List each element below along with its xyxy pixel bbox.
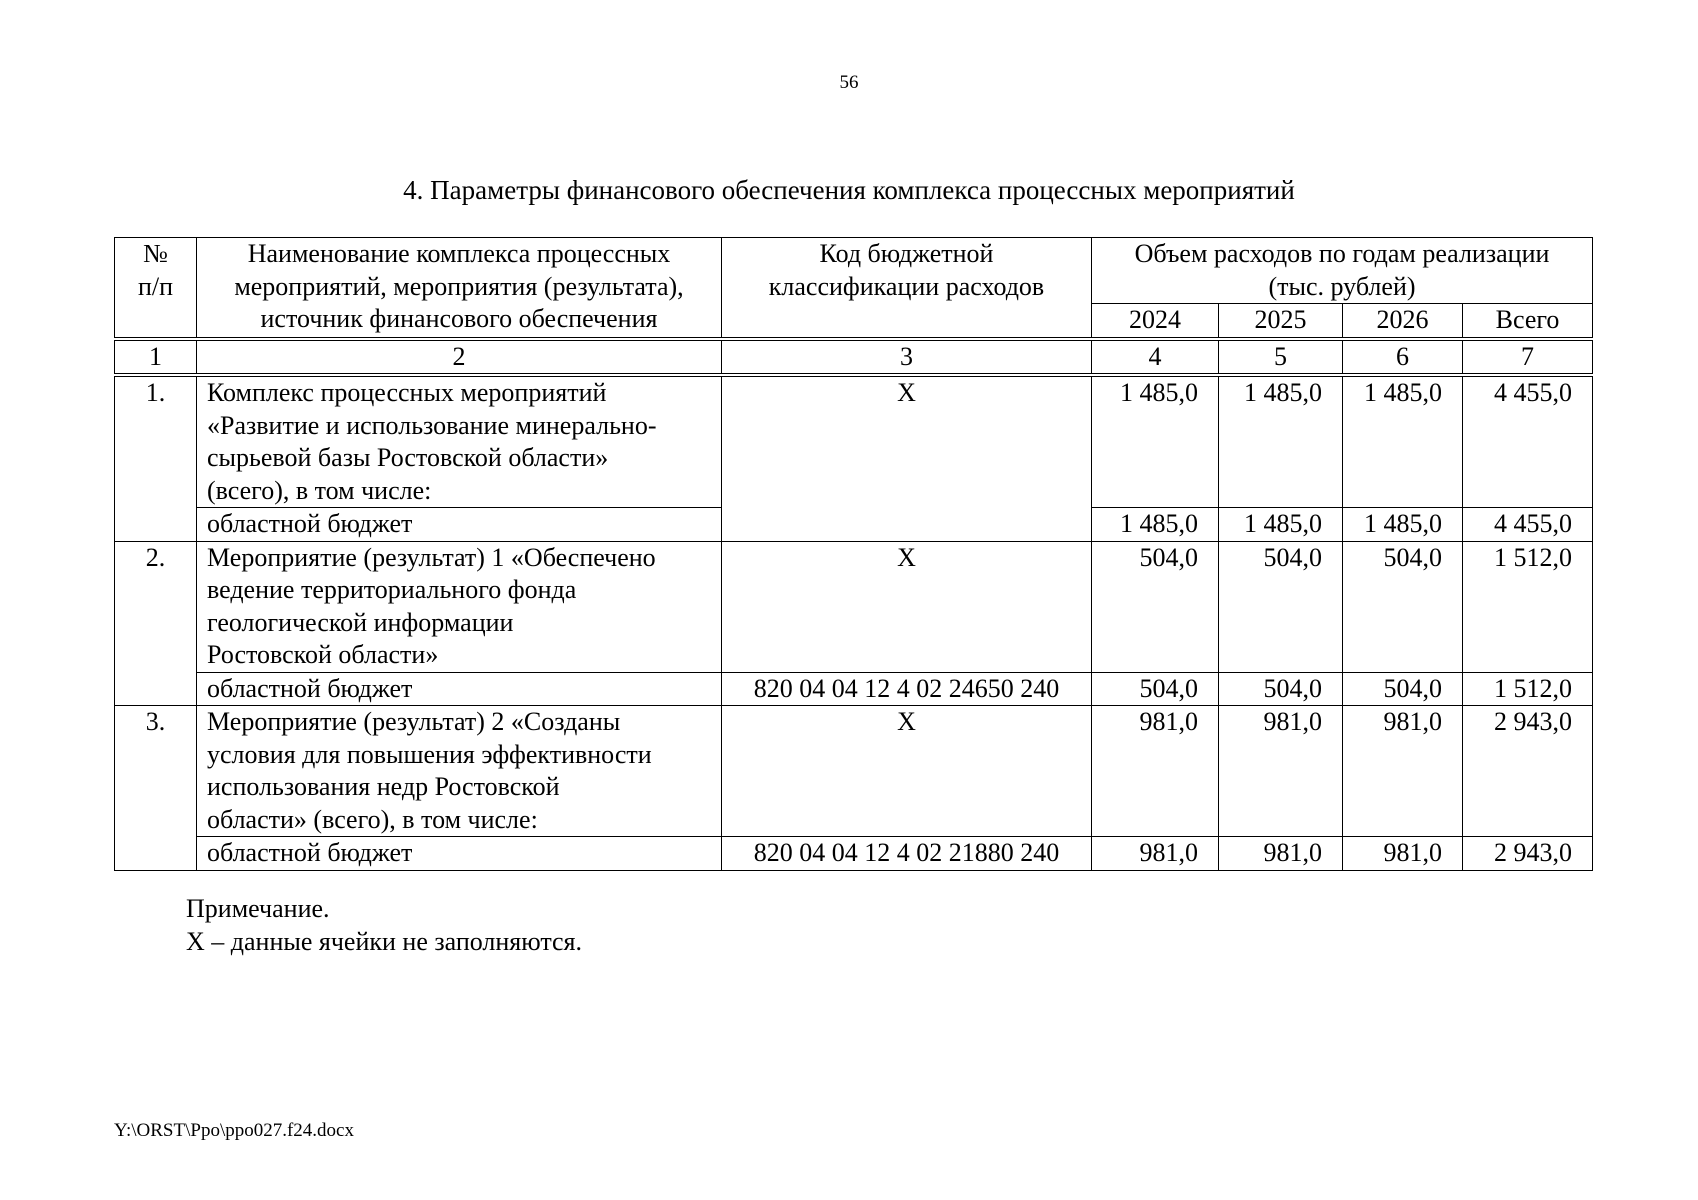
column-number: 7 bbox=[1463, 339, 1593, 376]
value-total: 2 943,0 bbox=[1463, 706, 1593, 837]
value-2025: 981,0 bbox=[1219, 706, 1343, 837]
row-code: X bbox=[722, 375, 1092, 541]
header-code-line-1: Код бюджетной bbox=[819, 239, 994, 268]
value-2026: 1 485,0 bbox=[1343, 375, 1463, 508]
subvalue-2024: 504,0 bbox=[1092, 672, 1219, 706]
header-num-line-2: п/п bbox=[137, 271, 174, 301]
table-row bbox=[115, 375, 1593, 508]
row-name-line: области» (всего), в том числе: bbox=[207, 804, 538, 834]
footer-file-path: Y:\ORST\Ppo\ppo027.f24.docx bbox=[114, 1120, 354, 1141]
row-name-line: Ростовской области» bbox=[207, 640, 439, 669]
header-row-1 bbox=[115, 238, 1593, 304]
row-name-line: (всего), в том числе: bbox=[207, 475, 432, 505]
value-2025: 1 485,0 bbox=[1219, 375, 1343, 508]
value-total: 1 512,0 bbox=[1463, 541, 1593, 672]
subvalue-total: 2 943,0 bbox=[1463, 837, 1593, 871]
subrow-name: областной бюджет bbox=[197, 672, 722, 706]
subrow-code: 820 04 04 12 4 02 24650 240 bbox=[722, 672, 1092, 706]
row-name-line: Комплекс процессных мероприятий bbox=[207, 378, 607, 407]
row-name-line: Мероприятие (результат) 2 «Созданы bbox=[207, 707, 621, 736]
header-name-line-3: источник финансового обеспечения bbox=[260, 304, 658, 333]
row-code: X bbox=[722, 541, 1092, 672]
header-code-line-2: классификации расходов bbox=[768, 271, 1045, 301]
row-code: X bbox=[722, 706, 1092, 837]
column-numbers-row bbox=[115, 339, 1593, 376]
subvalue-2025: 1 485,0 bbox=[1219, 508, 1343, 542]
header-year-2025: 2025 bbox=[1219, 304, 1343, 339]
column-number: 6 bbox=[1343, 339, 1463, 376]
column-number: 4 bbox=[1092, 339, 1219, 376]
note-title: Примечание. bbox=[186, 894, 330, 923]
value-total: 4 455,0 bbox=[1463, 375, 1593, 508]
subvalue-total: 1 512,0 bbox=[1463, 672, 1593, 706]
row-name-line: использования недр Ростовской bbox=[207, 772, 560, 801]
header-total: Всего bbox=[1463, 304, 1593, 339]
subrow-name: областной бюджет bbox=[197, 837, 722, 871]
header-num-line-1: № bbox=[143, 239, 168, 268]
column-number: 3 bbox=[722, 339, 1092, 376]
row-name-line: геологической информации bbox=[207, 607, 514, 637]
value-2024: 981,0 bbox=[1092, 706, 1219, 837]
header-volume-line-2: (тыс. рублей) bbox=[1268, 271, 1416, 301]
row-name-line: ведение территориального фонда bbox=[207, 575, 577, 604]
header-volume bbox=[1092, 238, 1593, 304]
value-2025: 504,0 bbox=[1219, 541, 1343, 672]
subvalue-2026: 1 485,0 bbox=[1343, 508, 1463, 542]
table-row bbox=[115, 706, 1593, 837]
row-number: 2. bbox=[115, 541, 197, 706]
financing-table bbox=[114, 237, 1593, 871]
column-number: 5 bbox=[1219, 339, 1343, 376]
column-number: 2 bbox=[197, 339, 722, 376]
subvalue-2024: 1 485,0 bbox=[1092, 508, 1219, 542]
subrow-name: областной бюджет bbox=[197, 508, 722, 542]
subvalue-2026: 981,0 bbox=[1343, 837, 1463, 871]
value-2026: 504,0 bbox=[1343, 541, 1463, 672]
row-name-line: «Развитие и использование минерально- bbox=[207, 410, 657, 440]
page-number: 56 bbox=[839, 72, 859, 93]
table-row bbox=[115, 541, 1593, 672]
section-title: 4. Параметры финансового обеспечения комплекса процессных мероприятий bbox=[403, 175, 1295, 205]
note bbox=[186, 892, 582, 958]
header-num bbox=[115, 238, 197, 339]
row-name-line: условия для повышения эффективности bbox=[207, 739, 652, 769]
row-number: 1. bbox=[115, 375, 197, 541]
header-year-2026: 2026 bbox=[1343, 304, 1463, 339]
value-2026: 981,0 bbox=[1343, 706, 1463, 837]
row-name bbox=[197, 541, 722, 672]
header-name-line-1: Наименование комплекса процессных bbox=[247, 239, 671, 268]
header-year-2024: 2024 bbox=[1092, 304, 1219, 339]
row-name bbox=[197, 375, 722, 508]
column-number: 1 bbox=[115, 339, 197, 376]
value-2024: 1 485,0 bbox=[1092, 375, 1219, 508]
row-name-line: сырьевой базы Ростовской области» bbox=[207, 443, 609, 472]
header-volume-line-1: Объем расходов по годам реализации bbox=[1134, 239, 1550, 268]
note-text: X – данные ячейки не заполняются. bbox=[186, 927, 583, 956]
value-2024: 504,0 bbox=[1092, 541, 1219, 672]
row-name-line: Мероприятие (результат) 1 «Обеспечено bbox=[207, 542, 656, 572]
row-number: 3. bbox=[115, 706, 197, 871]
table-subrow bbox=[115, 672, 1593, 706]
subvalue-total: 4 455,0 bbox=[1463, 508, 1593, 542]
subvalue-2025: 504,0 bbox=[1219, 672, 1343, 706]
subvalue-2025: 981,0 bbox=[1219, 837, 1343, 871]
table-subrow bbox=[115, 837, 1593, 871]
subrow-code: 820 04 04 12 4 02 21880 240 bbox=[722, 837, 1092, 871]
subvalue-2026: 504,0 bbox=[1343, 672, 1463, 706]
header-name-line-2: мероприятий, мероприятия (результата), bbox=[234, 271, 684, 301]
header-code bbox=[722, 238, 1092, 339]
subvalue-2024: 981,0 bbox=[1092, 837, 1219, 871]
row-name bbox=[197, 706, 722, 837]
header-name bbox=[197, 238, 722, 339]
